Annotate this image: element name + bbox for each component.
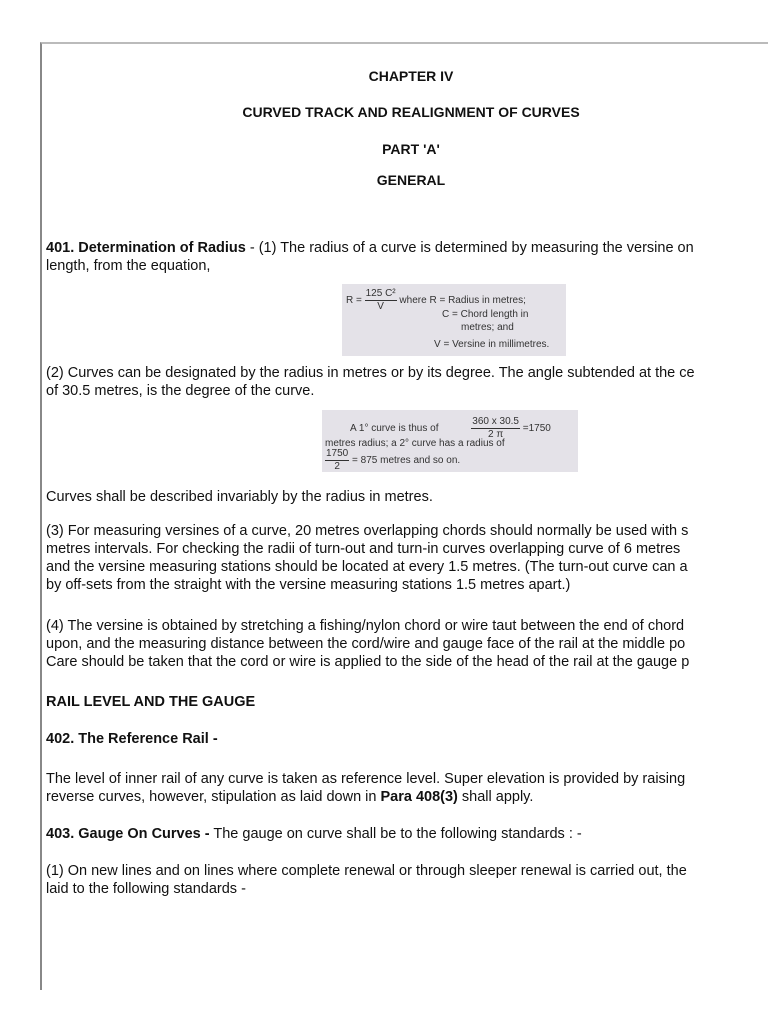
paragraph-4-line1: (4) The versine is obtained by stretching a fishing/nylon chord or wire taut between the end of chord xyxy=(46,618,685,634)
degree-formula-denominator: 2 π xyxy=(488,429,504,440)
degree-formula-line3: = 875 metres and so on. xyxy=(352,455,461,467)
section-403-p1-line1: (1) On new lines and on lines where complete renewal or through sleeper renewal is carried out, the xyxy=(46,863,687,879)
paragraph-4-line3: Care should be taken that the cord or wire is applied to the side of the head of the rail at the gauge p xyxy=(46,654,690,670)
chapter-title: CURVED TRACK AND REALIGNMENT OF CURVES xyxy=(242,104,580,120)
formula-c-def-2: metres; and xyxy=(461,322,514,333)
paragraph-4-line2: upon, and the measuring distance between the cord/wire and gauge face of the rail at the middle po xyxy=(46,636,686,652)
paragraph-3-line2: metres intervals. For checking the radii of turn-out and turn-in curves overlapping curve of 6 metres xyxy=(46,541,681,557)
formula-fraction xyxy=(365,288,397,313)
paragraph-2 xyxy=(46,364,768,400)
section-401 xyxy=(46,239,768,275)
section-402-text xyxy=(46,770,768,806)
degree-formula-image xyxy=(322,410,578,472)
paragraph-3-line4: by off-sets from the straight with the versine measuring stations 1.5 metres apart.) xyxy=(46,577,571,593)
paragraph-3 xyxy=(46,522,768,594)
general-heading: GENERAL xyxy=(376,172,446,188)
paragraph-3-line3: and the versine measuring stations should be located at every 1.5 metres. (The turn-out curve can a xyxy=(46,559,688,575)
para-408-reference: Para 408(3) xyxy=(380,789,458,805)
section-401-line2: length, from the equation, xyxy=(46,258,211,274)
degree-half-fraction xyxy=(325,448,349,473)
formula-lhs: R = xyxy=(346,295,362,307)
section-402-line2-end: shall apply. xyxy=(457,789,534,805)
formula-v-def: V = Versine in millimetres. xyxy=(434,339,550,350)
paragraph-3-line1: (3) For measuring versines of a curve, 20 metres overlapping chords should normally be used with s xyxy=(46,523,689,539)
paragraph-2-line1: (2) Curves can be designated by the radius in metres or by its degree. The angle subtended at the ce xyxy=(46,365,695,381)
document-page xyxy=(40,42,768,990)
section-403-p1-line2: laid to the following standards - xyxy=(46,881,246,897)
formula-r-def: R = Radius in metres; xyxy=(429,295,526,307)
section-401-label: 401. Determination of Radius xyxy=(46,240,246,256)
formula-denominator: V xyxy=(377,301,384,312)
degree-half-denominator: 2 xyxy=(334,461,340,472)
degree-half-numerator: 1750 xyxy=(326,448,349,459)
degree-formula-numerator: 360 x 30.5 xyxy=(472,416,519,427)
paragraph-4 xyxy=(46,617,768,671)
degree-formula-line2: metres radius; a 2° curve has a radius of xyxy=(325,438,505,449)
formula-numerator: 125 C² xyxy=(365,288,396,299)
section-402-line1: The level of inner rail of any curve is taken as reference level. Super elevation is provided by raising xyxy=(46,771,686,787)
chapter-heading: CHAPTER IV xyxy=(368,68,454,84)
section-403-label: 403. Gauge On Curves - xyxy=(46,826,210,842)
radius-formula-image xyxy=(342,284,566,356)
degree-formula-result: =1750 xyxy=(522,423,551,435)
section-402-heading: 402. The Reference Rail - xyxy=(46,731,218,747)
section-403-text: The gauge on curve shall be to the following standards : - xyxy=(209,826,582,842)
section-403-paragraph-1 xyxy=(46,862,768,898)
section-401-line1: - (1) The radius of a curve is determined by measuring the versine on xyxy=(245,240,694,256)
section-402-line2: reverse curves, however, stipulation as laid down in xyxy=(46,789,381,805)
section-403 xyxy=(46,825,768,843)
formula-c-def-1: C = Chord length in xyxy=(442,309,529,320)
formula-where: where xyxy=(399,295,427,307)
paragraph-described: Curves shall be described invariably by the radius in metres. xyxy=(46,489,433,505)
degree-formula-text: A 1° curve is thus of xyxy=(350,423,439,435)
paragraph-2-line2: of 30.5 metres, is the degree of the curve. xyxy=(46,383,315,399)
rail-level-heading: RAIL LEVEL AND THE GAUGE xyxy=(46,694,256,710)
part-heading: PART 'A' xyxy=(382,141,440,157)
